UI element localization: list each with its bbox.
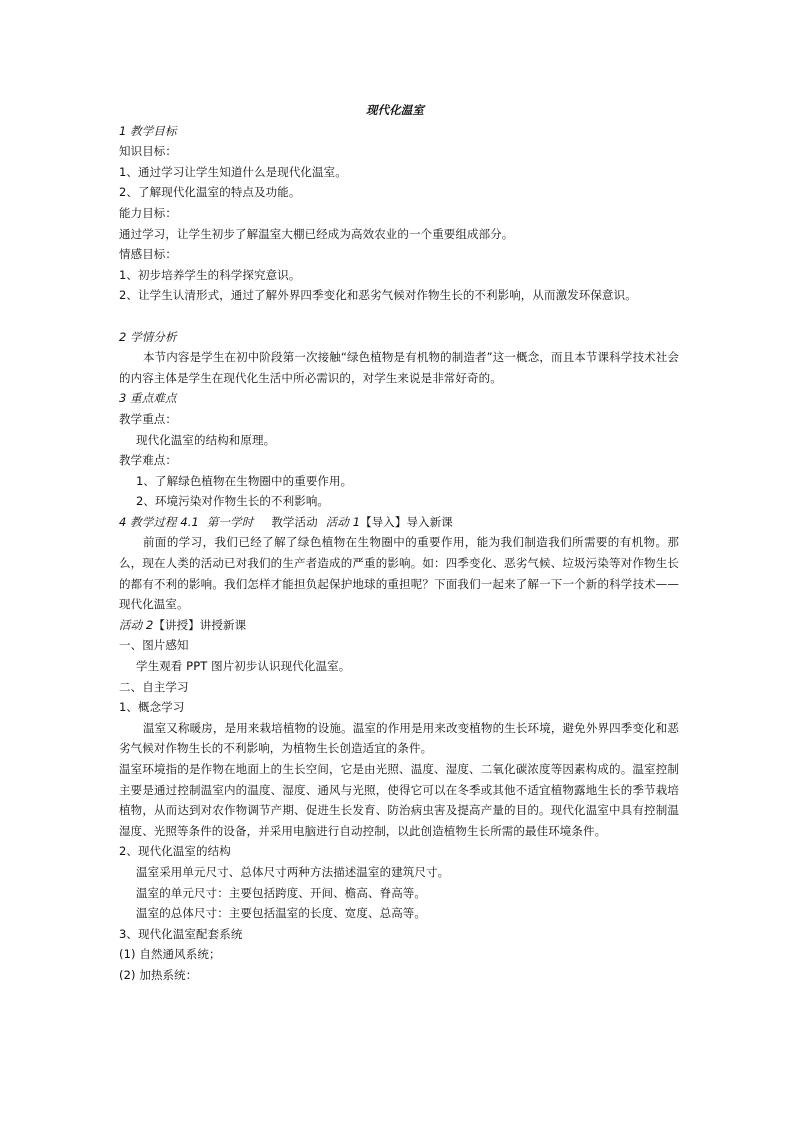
section-heading-process bbox=[119, 512, 679, 533]
activity-1-title: 【导入】导入新课 bbox=[360, 514, 453, 529]
key-item-1: 现代化温室的结构和原理。 bbox=[136, 432, 276, 447]
part-2-heading: 二、自主学习 bbox=[119, 679, 189, 694]
system-item-1: (1) 自然通风系统； bbox=[119, 947, 221, 962]
concept-paragraph-1: 温室又称暖房，是用来栽培植物的设施。温室的作用是用来改变植物的生长环境，避免外界四季变化和恶劣气候对作物生长的不利影响，为植物生长创造适宜的条件。 bbox=[119, 720, 679, 756]
emotion-item-2: 2、让学生认清形式，通过了解外界四季变化和恶劣气候对作物生长的不利影响，从而激发环保意识。 bbox=[119, 288, 637, 303]
knowledge-item-1: 1、通过学习让学生知道什么是现代化温室。 bbox=[119, 164, 347, 179]
emotion-label: 情感目标： bbox=[119, 247, 177, 262]
difficulty-item-1: 1、了解绿色植物在生物圈中的重要作用。 bbox=[136, 473, 353, 488]
activity-2-label: 活动 2 bbox=[119, 617, 154, 632]
section-heading-analysis: 2 学情分析 bbox=[119, 329, 177, 344]
system-item-2: (2) 加热系统： bbox=[119, 967, 198, 982]
difficulty-label: 教学难点： bbox=[119, 453, 177, 468]
emotion-item-1: 1、初步培养学生的科学探究意识。 bbox=[119, 267, 301, 282]
concept-heading: 1、概念学习 bbox=[119, 700, 185, 715]
structure-item-2: 温室的单元尺寸：主要包括跨度、开间、檐高、脊高等。 bbox=[136, 885, 426, 900]
ability-label: 能力目标： bbox=[119, 205, 177, 220]
part-1-heading: 一、图片感知 bbox=[119, 638, 189, 653]
concept-paragraph-2: 温室环境指的是作物在地面上的生长空间，它是由光照、温度、湿度、二氧化碳浓度等因素构成的。温室控制主要是通过控制温室内的温度、湿度、通风与光照，使得它可以在冬季或其他不适宜植物露地生长的季节栽培植物，从而达到对农作物调节产期、促进生长发育、防治病虫害及提高产量的目的。现代化温室中具有控制温湿度、光照等条件的设备，并采用电脑进行自动控制，以此创造植物生长所需的最佳环境条件。 bbox=[119, 762, 679, 838]
difficulty-item-2: 2、环境污染对作物生长的不利影响。 bbox=[136, 494, 330, 509]
activity-2-title: 【讲授】讲授新课 bbox=[153, 617, 247, 632]
knowledge-item-2: 2、了解现代化温室的特点及功能。 bbox=[119, 185, 301, 200]
analysis-paragraph: 本节内容是学生在初中阶段第一次接触“绿色植物是有机物的制造者”这一概念，而且本节课科学技术社会的内容主体是学生在现代化生活中所必需识的，对学生来说是非常好奇的。 bbox=[119, 350, 679, 385]
process-prefix: 4 教学过程 4.1 bbox=[119, 514, 199, 529]
document-body bbox=[119, 100, 679, 986]
process-lesson: 第一学时 bbox=[206, 514, 254, 529]
key-label: 教学重点： bbox=[119, 411, 177, 426]
structure-heading: 2、现代化温室的结构 bbox=[119, 844, 231, 859]
knowledge-label: 知识目标： bbox=[119, 144, 177, 159]
process-activity-label: 教学活动 bbox=[271, 514, 318, 529]
structure-item-1: 温室采用单元尺寸、总体尺寸两种方法描述温室的建筑尺寸。 bbox=[136, 864, 450, 879]
section-heading-key-points: 3 重点难点 bbox=[119, 391, 177, 406]
ability-item-1: 通过学习，让学生初步了解温室大棚已经成为高效农业的一个重要组成部分。 bbox=[119, 226, 514, 241]
blank-line bbox=[119, 306, 679, 327]
section-heading-objectives: 1 教学目标 bbox=[119, 123, 177, 138]
activity-1-label: 活动 1 bbox=[325, 514, 361, 529]
system-heading: 3、现代化温室配套系统 bbox=[119, 926, 243, 941]
activity-2-heading bbox=[119, 615, 679, 636]
document-title: 现代化温室 bbox=[366, 103, 424, 117]
structure-item-3: 温室的总体尺寸：主要包括温室的长度、宽度、总高等。 bbox=[136, 906, 426, 921]
part-1-text: 学生观看 PPT 图片初步认识现代化温室。 bbox=[136, 659, 351, 674]
intro-paragraph: 前面的学习，我们已经了解了绿色植物在生物圈中的重要作用，能为我们制造我们所需要的有机物。那么，现在人类的活动已对我们的生产者造成的严重的影响。如：四季变化、恶劣气候、垃圾污染等对作物生长的都有不利的影响。我们怎样才能担负起保护地球的重担呢？下面我们一起来了解一下一个新的科学技术——现代化温室。 bbox=[119, 535, 679, 612]
